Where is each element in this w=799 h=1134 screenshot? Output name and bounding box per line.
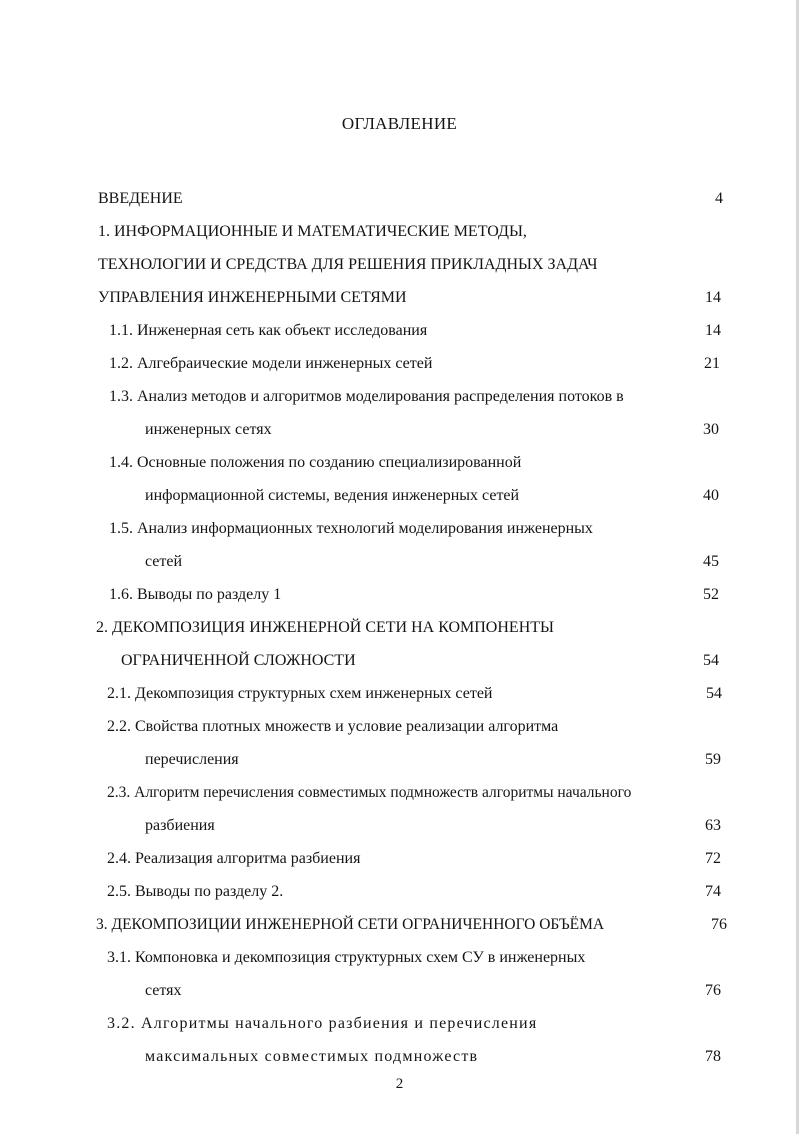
- toc-entry-text: 3. ДЕКОМПОЗИЦИИ ИНЖЕНЕРНОЙ СЕТИ ОГРАНИЧЕННОГО ОБЪЁМА: [96, 916, 605, 933]
- toc-entry: [0, 713, 799, 741]
- toc-entry: [0, 449, 799, 477]
- toc-entry-text: 1.2. Алгебраические модели инженерных сетей: [109, 355, 433, 372]
- toc-entry-page: 74: [705, 883, 721, 900]
- toc-entry-text: разбиения: [145, 817, 215, 834]
- toc-entry: [0, 746, 799, 774]
- toc-entry-text: максимальных совместимых подмножеств: [145, 1048, 479, 1065]
- toc-entry: [0, 812, 799, 840]
- toc-entry-page: 76: [711, 916, 727, 933]
- toc-entry-text: 1.4. Основные положения по созданию специализированной: [109, 454, 522, 471]
- toc-entry-page: 21: [704, 355, 720, 372]
- toc-entry-page: 76: [705, 982, 721, 999]
- toc-entry-page: 4: [715, 190, 723, 207]
- toc-entry: [0, 515, 799, 543]
- toc-entry-page: 54: [706, 685, 722, 702]
- toc-entry-text: 1. ИНФОРМАЦИОННЫЕ И МАТЕМАТИЧЕСКИЕ МЕТОДЫ,: [98, 223, 527, 240]
- toc-entry: [0, 317, 799, 345]
- toc-entry-text: 2.5. Выводы по разделу 2.: [107, 883, 284, 900]
- toc-entry-text: УПРАВЛЕНИЯ ИНЖЕНЕРНЫМИ СЕТЯМИ: [98, 289, 407, 306]
- toc-entry: [0, 779, 799, 807]
- page-title: ОГЛАВЛЕНИЕ: [341, 114, 458, 133]
- toc-entry-page: 52: [703, 586, 719, 603]
- toc-entry: [0, 284, 799, 312]
- toc-entry-text: инженерных сетях: [145, 421, 272, 438]
- toc-entry-text: сетях: [145, 982, 182, 999]
- toc-entry: [0, 1043, 799, 1071]
- toc-entry-text: 3.2. Алгоритмы начального разбиения и перечисления: [107, 1015, 538, 1032]
- toc-entry-text: 3.1. Компоновка и декомпозиция структурных схем СУ в инженерных: [107, 949, 586, 966]
- toc-entry-text: ОГРАНИЧЕННОЙ СЛОЖНОСТИ: [121, 652, 356, 669]
- toc-entry-page: 63: [705, 817, 721, 834]
- toc-entry: [0, 1010, 799, 1038]
- toc-entry-page: 14: [705, 322, 721, 339]
- toc-entry-text: сетей: [145, 553, 183, 570]
- toc-entry: [0, 944, 799, 972]
- toc-entry-text: ВВЕДЕНИЕ: [98, 190, 183, 207]
- toc-entry-page: 14: [705, 289, 721, 306]
- toc-entry: [0, 350, 799, 378]
- toc-entry-text: 1.6. Выводы по разделу 1: [109, 586, 282, 603]
- page-number: 2: [395, 1076, 404, 1092]
- toc-entry: [0, 647, 799, 675]
- toc-entry: [0, 845, 799, 873]
- toc-entry: [0, 911, 799, 939]
- toc-entry-page: 40: [703, 487, 719, 504]
- toc-entry: [0, 614, 799, 642]
- toc-entry: [0, 878, 799, 906]
- toc-entry-text: 1.5. Анализ информационных технологий моделирования инженерных: [109, 520, 593, 537]
- toc-entry: [0, 548, 799, 576]
- toc-entry-page: 45: [703, 553, 719, 570]
- toc-entry-text: ТЕХНОЛОГИИ И СРЕДСТВА ДЛЯ РЕШЕНИЯ ПРИКЛАДНЫХ ЗАДАЧ: [98, 256, 598, 273]
- toc-entry: [0, 680, 799, 708]
- toc-entry-page: 59: [705, 751, 721, 768]
- toc-entry-text: 2.4. Реализация алгоритма разбиения: [107, 850, 361, 867]
- toc-entry: [0, 218, 799, 246]
- toc-entry: [0, 416, 799, 444]
- toc-entry-page: 78: [705, 1048, 721, 1065]
- toc-entry: [0, 185, 799, 213]
- toc-entry-text: 2.2. Свойства плотных множеств и условие реализации алгоритма: [107, 718, 559, 735]
- toc-entry-text: 1.1. Инженерная сеть как объект исследования: [109, 322, 428, 339]
- toc-entry-page: 72: [705, 850, 721, 867]
- toc-entry-text: 2.3. Алгоритм перечисления совместимых подмножеств алгоритмы начального: [107, 784, 632, 801]
- toc-entry: [0, 581, 799, 609]
- toc-entry: [0, 251, 799, 279]
- toc-entry-text: 2. ДЕКОМПОЗИЦИЯ ИНЖЕНЕРНОЙ СЕТИ НА КОМПОНЕНТЫ: [96, 619, 554, 636]
- toc-entry-text: перечисления: [145, 751, 239, 768]
- toc-entry: [0, 383, 799, 411]
- toc-entry-text: 2.1. Декомпозиция структурных схем инженерных сетей: [107, 685, 493, 702]
- toc-entry-text: информационной системы, ведения инженерных сетей: [145, 487, 520, 504]
- toc-entry: [0, 482, 799, 510]
- toc-entry-text: 1.3. Анализ методов и алгоритмов моделирования распределения потоков в: [109, 388, 624, 405]
- toc-entry: [0, 977, 799, 1005]
- toc-entry-page: 54: [703, 652, 719, 669]
- toc-entry-page: 30: [703, 421, 719, 438]
